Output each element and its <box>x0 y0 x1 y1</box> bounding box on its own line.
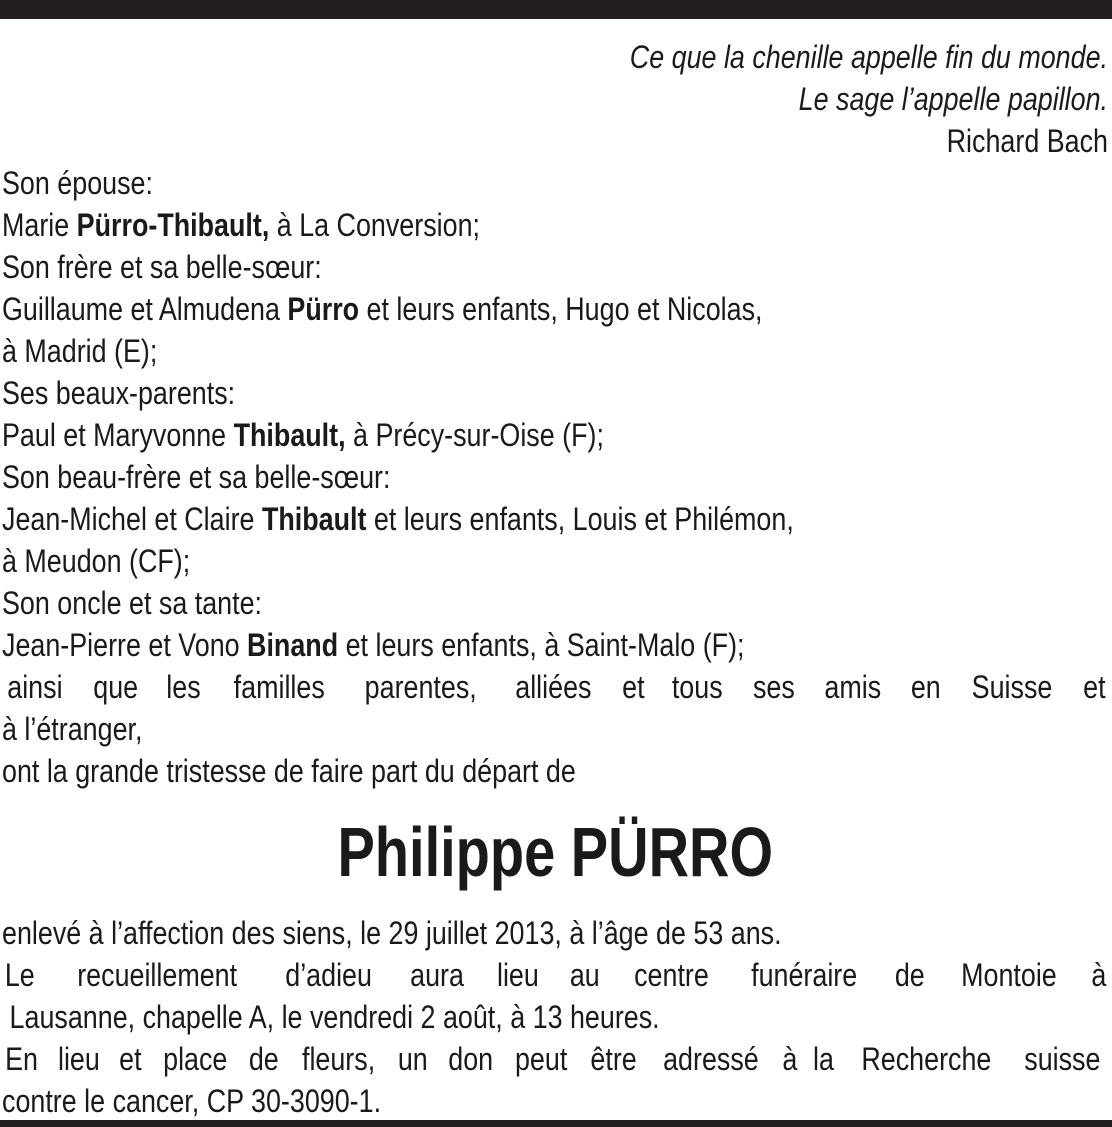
inlaws-heading: Ses beaux-parents: <box>2 375 236 411</box>
deceased-name: Philippe PÜRRO <box>337 813 773 891</box>
others-word: tous <box>672 669 724 705</box>
brother-in-law-line: Jean-Michel et Claire Thibault et leurs enfants, Louis et Philémon, <box>2 501 794 537</box>
announcement-line: ont la grande tristesse de faire part du départ de <box>2 753 576 789</box>
others-word: en <box>910 669 941 705</box>
donation-word: peut <box>515 1041 568 1077</box>
inlaws-line: Paul et Maryvonne Thibault, à Précy-sur-Oise (F); <box>2 417 604 453</box>
donation-word: lieu <box>58 1041 101 1077</box>
donation-line-2: contre le cancer, CP 30-3090-1. <box>2 1083 382 1119</box>
ceremony-word: aura <box>409 957 464 993</box>
ceremony-line-2: Lausanne, chapelle A, le vendredi 2 août, à 13 heures. <box>9 999 660 1035</box>
others-word: et <box>1083 669 1106 705</box>
spouse-surname: Pürro-Thibault, <box>76 207 270 243</box>
donation-word: suisse <box>1024 1041 1101 1077</box>
donation-word: de <box>249 1041 280 1077</box>
ceremony-word: d’adieu <box>285 957 372 993</box>
ceremony-word: au <box>570 957 601 993</box>
inlaws-surname: Thibault, <box>233 417 346 453</box>
uncle-line: Jean-Pierre et Vono Binand et leurs enfants, à Saint-Malo (F); <box>2 627 745 663</box>
spouse-line: Marie Pürro-Thibault, à La Conversion; <box>2 207 480 243</box>
others-word: Suisse <box>971 669 1053 705</box>
ceremony-word: à <box>1091 957 1107 993</box>
donation-word: don <box>448 1041 493 1077</box>
top-border-rule <box>0 0 1112 19</box>
donation-word: adressé <box>662 1041 759 1077</box>
others-word: ainsi <box>7 669 63 705</box>
donation-word: et <box>119 1041 142 1077</box>
others-word: alliées <box>515 669 592 705</box>
others-word: familles <box>233 669 325 705</box>
uncle-surname: Binand <box>247 627 339 663</box>
brother-in-law-heading: Son beau-frère et sa belle-sœur: <box>2 459 391 495</box>
donation-word: à <box>782 1041 798 1077</box>
others-word: ses <box>752 669 795 705</box>
deceased-name-block <box>2 792 1108 912</box>
donation-word: place <box>162 1041 228 1077</box>
ceremony-word: Montoie <box>960 957 1057 993</box>
donation-word: fleurs, <box>301 1041 376 1077</box>
bottom-border-rule <box>0 1120 1112 1127</box>
others-line <box>2 666 1108 708</box>
brother-in-law-surname: Thibault <box>261 501 367 537</box>
ceremony-word: Le <box>4 957 35 993</box>
spouse-heading: Son épouse: <box>2 165 153 201</box>
donation-line <box>2 1038 1108 1080</box>
ceremony-word: lieu <box>497 957 539 993</box>
brother-place: à Madrid (E); <box>2 333 158 369</box>
brother-heading: Son frère et sa belle-sœur: <box>2 249 322 285</box>
others-word: parentes, <box>364 669 477 705</box>
others-word: les <box>166 669 201 705</box>
others-word: amis <box>824 669 882 705</box>
brother-line: Guillaume et Almudena Pürro et leurs enfants, Hugo et Nicolas, <box>2 291 763 327</box>
quote-line-1: Ce que la chenille appelle fin du monde. <box>629 39 1108 75</box>
others-word: que <box>92 669 138 705</box>
ceremony-line <box>2 954 1108 996</box>
brother-in-law-place: à Meudon (CF); <box>2 543 191 579</box>
ceremony-word: recueillement <box>77 957 238 993</box>
ceremony-word: centre <box>634 957 710 993</box>
quote-author: Richard Bach <box>946 123 1108 159</box>
uncle-heading: Son oncle et sa tante: <box>2 585 263 621</box>
death-line: enlevé à l’affection des siens, le 29 juillet 2013, à l’âge de 53 ans. <box>2 915 782 951</box>
ceremony-word: funéraire <box>750 957 858 993</box>
donation-word: En <box>5 1041 39 1077</box>
notice-content <box>2 36 1108 1122</box>
brother-surname: Pürro <box>287 291 360 327</box>
others-line-2: à l’étranger, <box>2 711 143 747</box>
donation-word: être <box>589 1041 637 1077</box>
quote-line-2: Le sage l’appelle papillon. <box>798 81 1108 117</box>
ceremony-word: de <box>894 957 925 993</box>
donation-word: Recherche <box>861 1041 992 1077</box>
donation-word: la <box>813 1041 835 1077</box>
donation-word: un <box>398 1041 428 1077</box>
others-word: et <box>622 669 645 705</box>
